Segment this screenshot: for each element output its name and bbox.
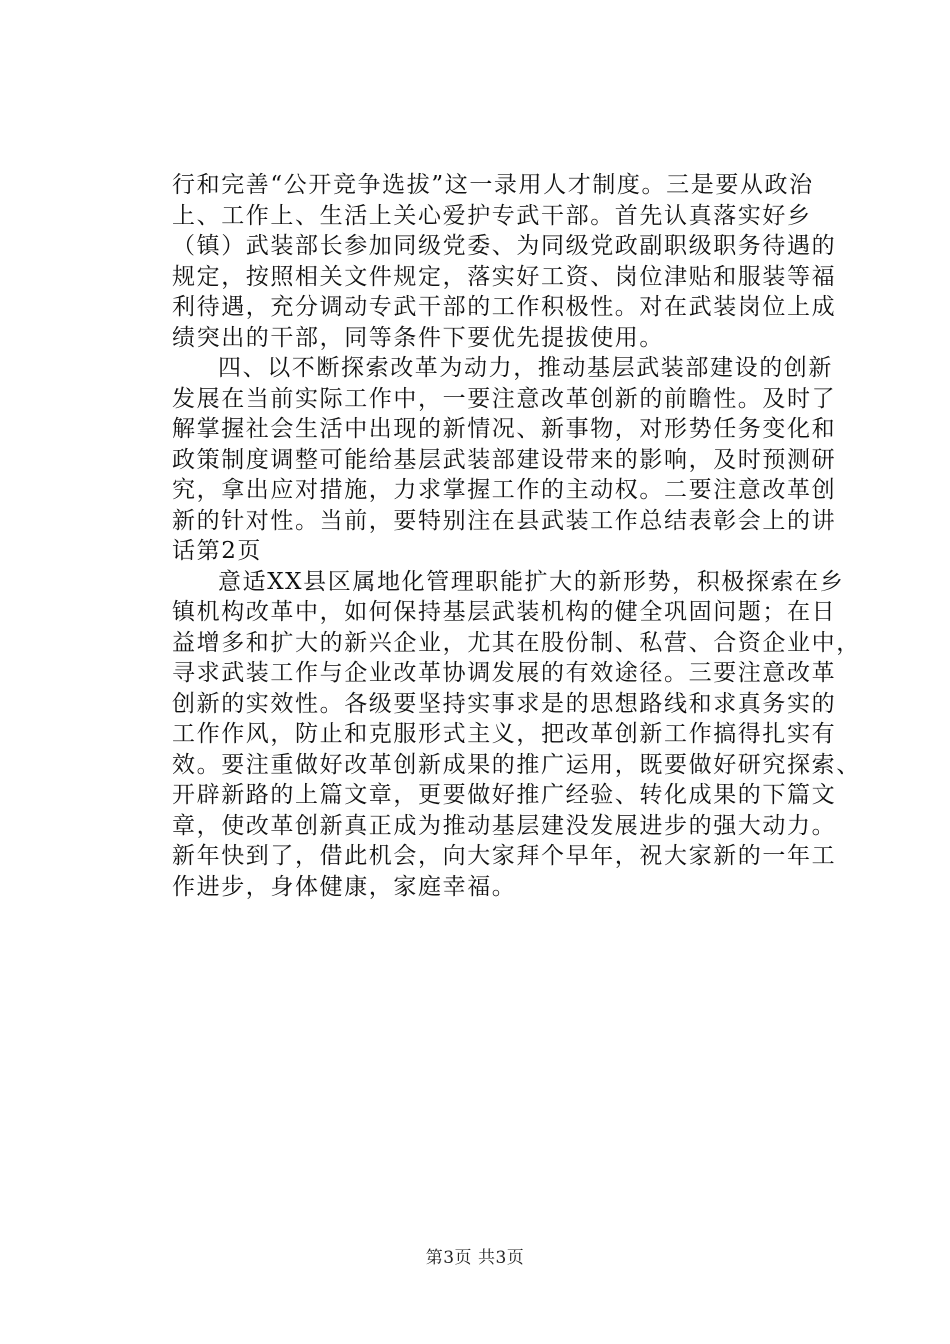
document-body: [172, 170, 861, 902]
text-line: 利待遇，充分调动专武干部的工作积极性。对在武装岗位上成: [172, 294, 837, 320]
text-line: 新年快到了，借此机会，向大家拜个早年，祝大家新的一年工: [172, 843, 837, 869]
text-line: 上、工作上、生活上关心爱护专武干部。首先认真落实好乡: [172, 202, 812, 229]
text-line: 发展在当前实际工作中，一要注意改革创新的前瞻性。及时了: [172, 385, 837, 412]
text-line: 创新的实效性。各级要坚持实事求是的思想路线和求真务实的: [172, 690, 837, 717]
text-line: 效。要注重做好改革创新成果的推广运用，既要做好研究探索、: [172, 751, 861, 778]
text-line: 益增多和扩大的新兴企业，尤其在股份制、私营、合资企业中，: [172, 629, 861, 656]
text-line: 章，使改革创新真正成为推动基层建没发展进步的强大动力。: [172, 812, 837, 839]
text-line: 开辟新路的上篇文章，更要做好推广经验、转化成果的下篇文: [172, 782, 837, 808]
paragraph-start-line: 四、以不断探索改革为动力，推动基层武装部建设的创新: [218, 355, 833, 381]
text-line: 话第2页: [172, 538, 263, 564]
text-line: 工作作风，防止和克服形式主义，把改革创新工作搞得扎实有: [172, 721, 837, 747]
page-footer: 第3页 共3页: [425, 1248, 525, 1268]
text-line: 究，拿出应对措施，力求掌握工作的主动权。二要注意改革创: [172, 477, 837, 503]
text-line: 镇机构改革中，如何保持基层武装机构的健全巩固问题；在日: [172, 599, 837, 625]
text-line: 政策制度调整可能给基层武装部建设带来的影响，及时预测研: [172, 446, 837, 473]
text-line: 绩突出的干部，同等条件下要优先提拔使用。: [172, 324, 664, 351]
text-line: 规定，按照相关文件规定，落实好工资、岗位津贴和服装等福: [172, 263, 837, 290]
paragraph-start-line: 意适XX县区属地化管理职能扩大的新形势，积极探索在乡: [218, 568, 845, 595]
text-line: 作进步，身体健康，家庭幸福。: [172, 873, 517, 900]
text-line: 寻求武装工作与企业改革协调发展的有效途径。三要注意改革: [172, 660, 837, 686]
text-line: （镇）武装部长参加同级党委、为同级党政副职级职务待遇的: [172, 233, 837, 259]
text-line: 新的针对性。当前，要特别注在县武装工作总结表彰会上的讲: [172, 507, 837, 534]
text-line: 行和完善“公开竞争选拔”这一录用人才制度。三是要从政治: [172, 172, 814, 198]
text-line: 解掌握社会生活中出现的新情况、新事物，对形势任务变化和: [172, 416, 837, 442]
